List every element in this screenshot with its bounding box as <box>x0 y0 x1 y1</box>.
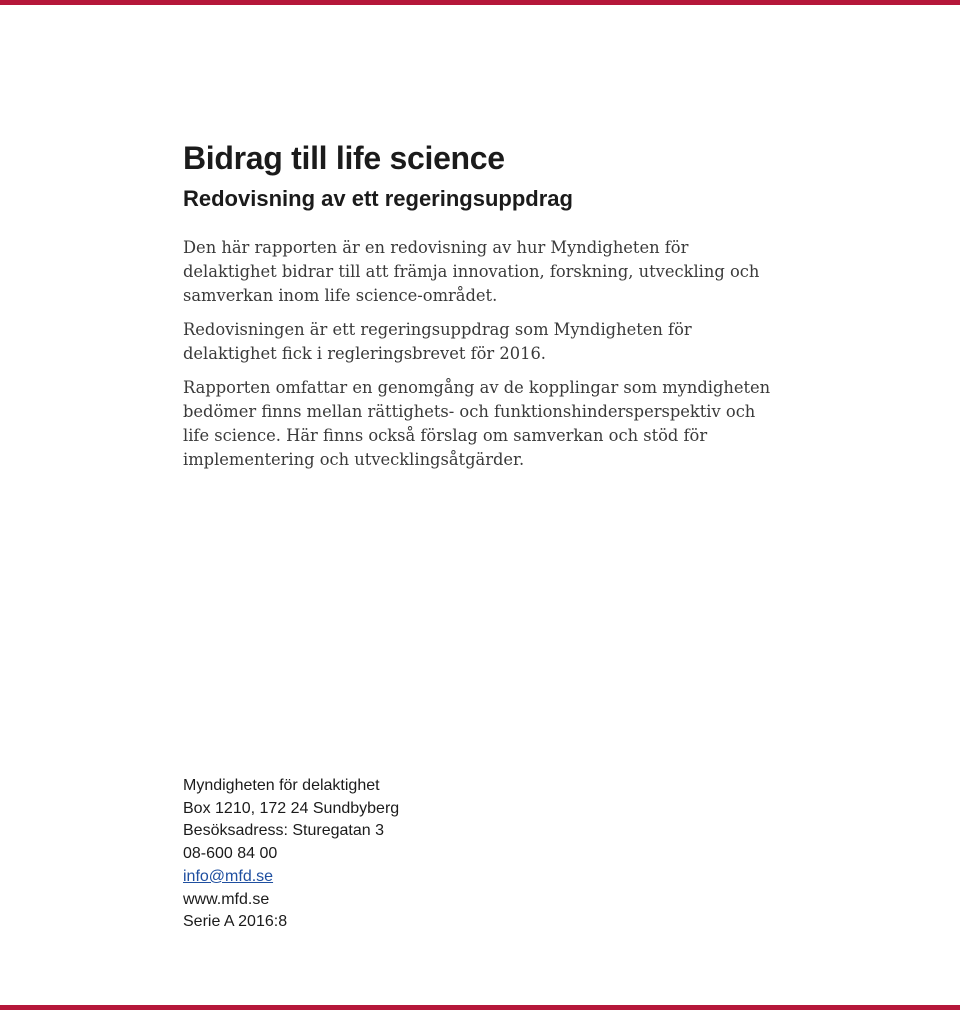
organization-name: Myndigheten för delaktighet <box>183 777 380 794</box>
postal-address: Box 1210, 172 24 Sundbyberg <box>183 799 400 817</box>
contact-block <box>183 775 399 934</box>
summary-text <box>183 236 783 472</box>
visiting-address: Besöksadress: Sturegatan 3 <box>183 822 385 840</box>
page-title: Bidrag till life science <box>183 140 505 176</box>
top-accent-bar <box>0 0 960 5</box>
summary-paragraph: Den här rapporten är en redovisning av hur Myndigheten för delaktighet bidrar till att främja innovation, forskning, utveckling och samverkan inom life science-området. <box>183 238 760 305</box>
summary-paragraph: Rapporten omfattar en genomgång av de kopplingar som myndigheten bedömer finns mellan rättighets- och funktionshindersperspektiv och life science. Här finns också förslag om samverkan och stöd för implementering och utvecklingsåtgärder. <box>183 378 771 469</box>
main-content <box>183 140 923 482</box>
page-subtitle: Redovisning av ett regeringsuppdrag <box>183 186 573 211</box>
website: www.mfd.se <box>183 890 270 908</box>
series-number: Serie A 2016:8 <box>183 913 288 931</box>
summary-paragraph: Redovisningen är ett regeringsuppdrag som Myndigheten för delaktighet fick i regleringsbrevet för 2016. <box>183 320 692 363</box>
phone-number: 08-600 84 00 <box>183 845 278 863</box>
email-link[interactable]: info@mfd.se <box>183 867 274 885</box>
bottom-accent-bar <box>0 1005 960 1010</box>
